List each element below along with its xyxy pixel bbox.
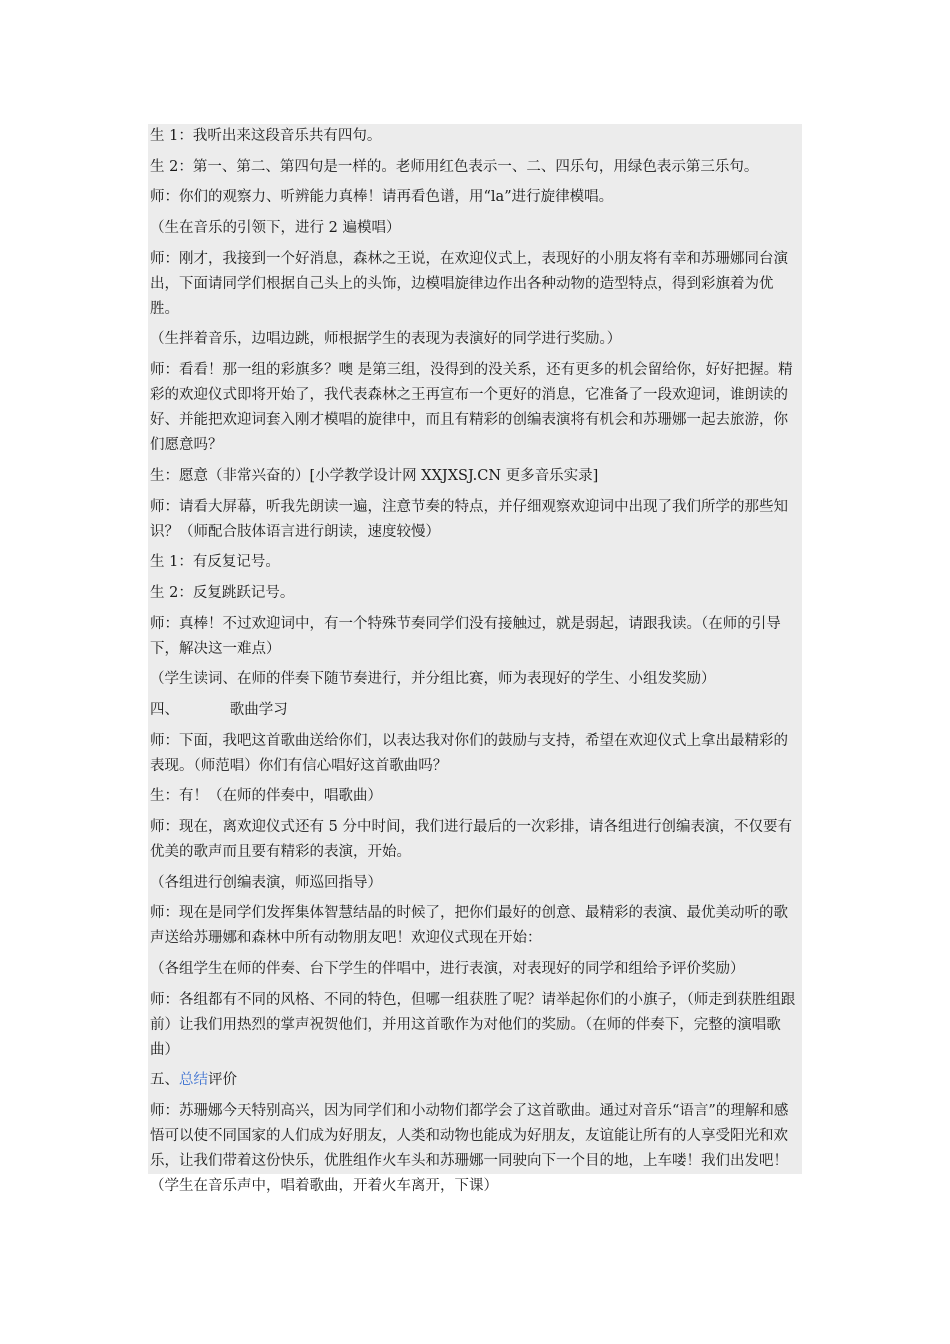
paragraph-student-willing: 生：愿意（非常兴奋的）[小学教学设计网 XXJXSJ.CN 更多音乐实录] [150,467,599,484]
paragraph-student-yes: 生：有！（在师的伴奏中，唱歌曲） [150,788,382,805]
paragraph-teacher-flags: 师：看看！那一组的彩旗多？噢 是第三组，没得到的没关系，还有更多的机会留给你，好好把握。精彩的欢迎仪式即将开始了，我代表森林之王再宣布一个更好的消息，它准备了一段欢迎词，谁朗读的好、并能把欢迎词套入刚才模唱的旋律中，而且有精彩的创编表演将有机会和苏珊娜一起去旅游，你们愿意吗？ [150,362,793,454]
paragraph-teacher-winner: 师：各组都有不同的风格、不同的特色，但哪一组获胜了呢？请举起你们的小旗子，（师走到获胜组跟前）让我们用热烈的掌声祝贺他们，并用这首歌作为对他们的奖励。（在师的伴奏下，完整的演唱歌曲） [150,991,796,1058]
paragraph-teacher-wisdom: 师：现在是同学们发挥集体智慧结晶的时候了，把你们最好的创意、最精彩的表演、最优美动听的歌声送给苏珊娜和森林中所有动物朋友吧！欢迎仪式现在开始： [150,905,788,947]
paragraph-students-dance: （生拌着音乐，边唱边跳，师根据学生的表现为表演好的同学进行奖励。） [150,331,622,348]
paragraph-teacher-la-singing: 师：你们的观察力、听辨能力真棒！请再看色谱，用“la”进行旋律模唱。 [150,189,614,206]
paragraph-groups-perform: （各组学生在师的伴奏、台下学生的伴唱中，进行表演，对表现好的同学和组给予评价奖励） [150,961,745,978]
paragraph-student2-phrases: 生 2：第一、第二、第四句是一样的。老师用红色表示一、二、四乐句，用绿色表示第三乐句。 [150,158,759,175]
lesson-transcript [148,124,802,1195]
heading-section-four: 四、 歌曲学习 [150,701,288,718]
paragraph-teacher-news: 师：刚才，我接到一个好消息，森林之王说，在欢迎仪式上，表现好的小朋友将有幸和苏珊娜同台演出，下面请同学们根据自己头上的头饰，边模唱旋律边作出各种动物的造型特点，得到彩旗着为优胜。 [150,250,788,317]
paragraph-groups-create: （各组进行创编表演，师巡回指导） [150,874,382,891]
summary-link[interactable]: 总结 [179,1072,208,1089]
paragraph-teacher-upbeat: 师：真棒！不过欢迎词中，有一个特殊节奏同学们没有接触过，就是弱起，请跟我读。（在师的引导下，解决这一难点） [150,615,781,657]
paragraph-teacher-screen: 师：请看大屏幕，听我先朗读一遍，注意节奏的特点，并仔细观察欢迎词中出现了我们所学的那些知识？（师配合肢体语言进行朗读，速度较慢） [150,498,788,540]
heading-section-five [148,1068,802,1093]
section-five-suffix: 评价 [208,1072,237,1089]
paragraph-student1-repeat: 生 1：有反复记号。 [150,554,280,571]
paragraph-student1-four-phrases: 生 1：我听出来这段音乐共有四句。 [150,128,382,144]
paragraph-teacher-rehearsal: 师：现在，离欢迎仪式还有 5 分中时间，我们进行最后的一次彩排，请各组进行创编表演，不仅要有优美的歌声而且要有精彩的表演，开始。 [150,819,792,860]
paragraph-two-rounds: （生在音乐的引领下，进行 2 遍模唱） [150,220,401,237]
paragraph-closing: 师：苏珊娜今天特别高兴，因为同学们和小动物们都学会了这首歌曲。通过对音乐“语言”的理解和感悟可以使不同国家的人们成为好朋友，人类和动物也能成为好朋友，友谊能让所有的人享受阳光和欢乐，让我们带着这份快乐，优胜组作火车头和苏珊娜一同驶向下一个目的地，上车喽！我们出发吧！（学生在音乐声中，唱着歌曲，开着火车离开，下课） [150,1103,789,1195]
section-five-prefix: 五、 [150,1072,179,1089]
paragraph-student2-jump: 生 2：反复跳跃记号。 [150,584,295,601]
paragraph-students-read: （学生读词、在师的伴奏下随节奏进行，并分组比赛，师为表现好的学生、小组发奖励） [150,671,716,688]
paragraph-teacher-song: 师：下面，我吧这首歌曲送给你们，以表达我对你们的鼓励与支持，希望在欢迎仪式上拿出最精彩的表现。（师范唱）你们有信心唱好这首歌曲吗？ [150,732,788,774]
